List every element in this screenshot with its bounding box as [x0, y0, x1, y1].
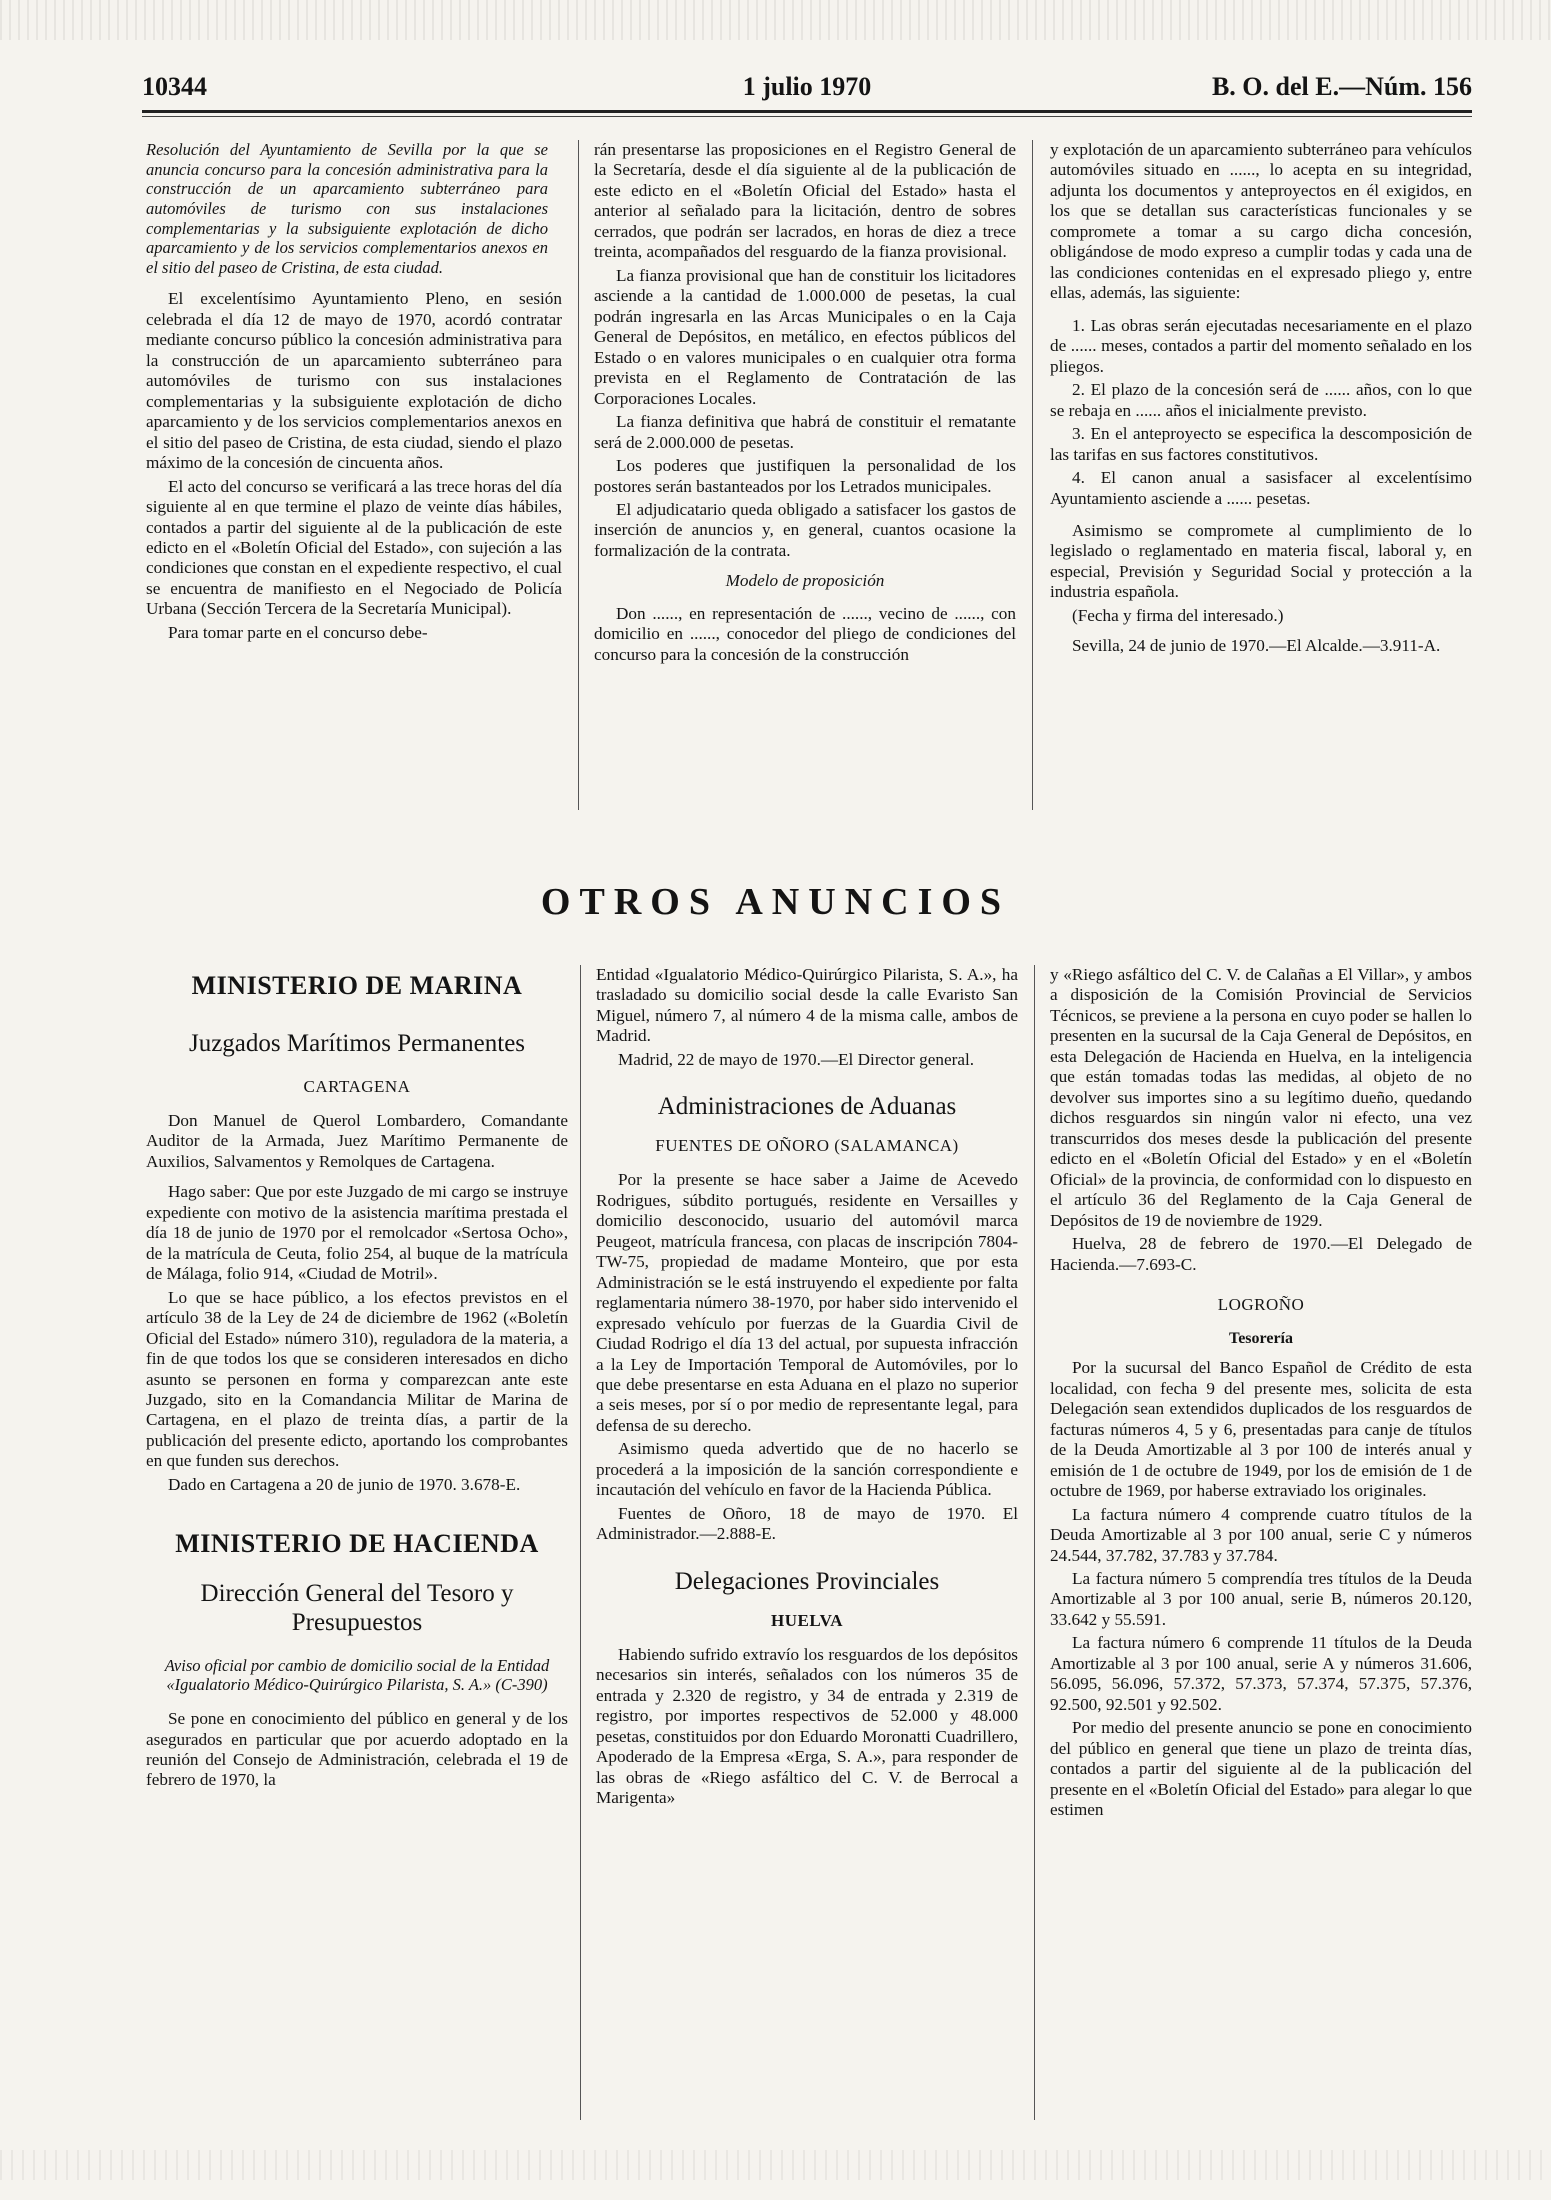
paragraph: 1. Las obras serán ejecutadas necesariamente en el plazo de ...... meses, contados a partir del momento señalado en los pliegos. — [1050, 315, 1472, 376]
paragraph: La fianza provisional que han de constituir los licitadores asciende a la cantidad de 1.000.000 de pesetas, la cual podrán ingresarla en las Arcas Municipales o en la Caja General de Depósitos, en metálico, en efectos públicos del Estado o en valores municipales o en cualquier otra forma prevista en el Reglamento de Contratación de las Corporaciones Locales. — [594, 265, 1016, 408]
bottom-column-1 — [146, 965, 568, 1794]
top-column-2 — [594, 140, 1016, 668]
page-header — [142, 72, 1472, 112]
bottom-column-3 — [1050, 965, 1472, 1824]
header-rule — [142, 110, 1472, 117]
aduanas-heading: Administraciones de Aduanas — [657, 1093, 957, 1121]
ministry-hacienda-heading: MINISTERIO DE HACIENDA — [175, 1529, 539, 1559]
top-column-1 — [146, 140, 562, 646]
paragraph: Don ......, en representación de ......, vecino de ......, con domicilio en ......, conocedor del pliego de condiciones del concurso para la concesión de la construcción — [594, 603, 1016, 664]
paragraph: La fianza definitiva que habrá de constituir el rematante será de 2.000.000 de pesetas. — [594, 412, 1016, 452]
bottom-column-2 — [596, 965, 1018, 1811]
paragraph: Entidad «Igualatorio Médico-Quirúrgico Pilarista, S. A.», ha trasladado su domicilio social desde la calle Evaristo San Miguel, número 7, al número 4 de la misma calle, ambos de Madrid. — [596, 965, 1018, 1046]
column-divider — [1034, 965, 1035, 2120]
paragraph: Para tomar parte en el concurso debe- — [168, 622, 428, 642]
paragraph: Por medio del presente anuncio se pone en conocimiento del público en general que tiene un plazo de treinta días, contados a partir del siguiente al de la publicación del presente en el «Boletín Oficial del Estado» para alegar lo que estimen — [1050, 1718, 1472, 1820]
paragraph: Dado en Cartagena a 20 de junio de 1970. 3.678-E. — [168, 1474, 521, 1494]
place-heading: CARTAGENA — [303, 1076, 411, 1096]
aviso-heading: Aviso oficial por cambio de domicilio social de la Entidad «Igualatorio Médico-Quirúrgico Pilarista, S. A.» (C-390) — [164, 1655, 550, 1695]
paragraph: 3. En el anteproyecto se especifica la descomposición de las tarifas en sus factores constitutivos. — [1050, 424, 1472, 464]
place-heading: FUENTES DE OÑORO (SALAMANCA) — [655, 1136, 959, 1156]
page-number: 10344 — [142, 72, 207, 101]
paragraph: El adjudicatario queda obligado a satisfacer los gastos de inserción de anuncios y, en general, cuantos ocasione la formalización de la contrata. — [594, 499, 1016, 560]
paragraph: rán presentarse las proposiciones en el Registro General de la Secretaría, desde el día siguiente al de la publicación de este edicto en el «Boletín Oficial del Estado» hasta el anterior al señalado para la licitación, dentro de sobres cerrados, que podrán ser lacrados, en horas de diez a trece treinta, acompañados del resguardo de la fianza provisional. — [594, 140, 1016, 262]
issue-date: 1 julio 1970 — [742, 72, 872, 101]
paragraph: Lo que se hace público, a los efectos previstos en el artículo 38 de la Ley de 24 de diciembre de 1962 («Boletín Oficial del Estado» número 310), reguladora de la materia, a fin de que todos los que se consideren interesados en dicho asunto se personen en forma y comparezcan ante este Juzgado, sito en la Comandancia Militar de Marina de Cartagena, en el plazo de treinta días, a partir de la publicación del presente edicto, aportando los comprobantes en que funden sus derechos. — [146, 1287, 568, 1471]
place-heading: HUELVA — [771, 1610, 843, 1630]
paragraph: Madrid, 22 de mayo de 1970.—El Director general. — [618, 1049, 975, 1069]
sevilla-resolution-title: Resolución del Ayuntamiento de Sevilla por la que se anuncia concurso para la concesión administrativa para la construcción de un aparcamiento subterráneo para automóviles de turismo con sus instalaciones complementarias y la subsiguiente explotación de dicho aparcamiento y de los servicios complementarios anexos en el sitio del paseo de Cristina, de esta ciudad. — [146, 140, 548, 277]
place-heading: LOGROÑO — [1217, 1295, 1305, 1315]
paragraph: El excelentísimo Ayuntamiento Pleno, en sesión celebrada el día 12 de mayo de 1970, acordó contratar mediante concurso público la concesión administrativa para la construcción de un aparcamiento subterráneo para automóviles de turismo con sus instalaciones complementarias y la subsiguiente explotación de dicho aparcamiento y de los servicios complementarios anexos en el sitio del paseo de Cristina, de esta ciudad, siendo el plazo máximo de la concesión de cincuenta años. — [146, 289, 562, 473]
paragraph: (Fecha y firma del interesado.) — [1072, 605, 1284, 625]
paragraph: Asimismo se compromete al cumplimiento de lo legislado o reglamentado en materia fiscal, laboral y, en especial, Previsión y Seguridad Social y protección a la industria española. — [1050, 520, 1472, 602]
scan-noise-top — [0, 0, 1551, 40]
paragraph: Don Manuel de Querol Lombardero, Comandante Auditor de la Armada, Juez Marítimo Permanente de Auxilios, Salvamentos y Remolques de Cartagena. — [146, 1110, 568, 1171]
direccion-heading: Dirección General del Tesoro y Presupuestos — [200, 1580, 514, 1637]
paragraph: La factura número 5 comprendía tres títulos de la Deuda Amortizable al 3 por 100 anual, serie B, números 20.120, 33.642 y 55.591. — [1050, 1568, 1472, 1629]
tesoreria-heading: Tesorería — [1229, 1330, 1293, 1348]
signature-line: Sevilla, 24 de junio de 1970.—El Alcalde.—3.911-A. — [1072, 636, 1441, 656]
paragraph: Por la presente se hace saber a Jaime de Acevedo Rodrigues, súbdito portugués, residente en Versailles y domicilio desconocido, usuario del automóvil marca Peugeot, matrícula francesa, con placas de inscripción 7804-TW-75, propiedad de madame Monteiro, que por esta Administración se le está instruyendo el expediente por falta reglamentaria número 38-1970, por haber sido intervenido el expresado vehículo por fuerzas de la Guardia Civil de Ciudad Rodrigo el día 13 del actual, por supuesta infracción a la Ley de Importación Temporal de Automóviles, por lo que debe presentarse en esta Aduana en el plazo no superior a seis meses, por sí o por medio de representante legal, para defensa de su derecho. — [596, 1170, 1018, 1435]
paragraph: El acto del concurso se verificará a las trece horas del día siguiente al en que termine el plazo de veinte días hábiles, contados a partir del siguiente al de la publicación de este edicto en el «Boletín Oficial del Estado», con sujeción a las condiciones que constan en el expediente respectivo, el cual se encuentra de manifiesto en el Negociado de Policía Urbana (Sección Tercera de la Secretaría Municipal). — [146, 476, 562, 619]
paragraph: y explotación de un aparcamiento subterráneo para vehículos automóviles situado en ......, lo acepta en su integridad, adjunta los documentos y anteproyectos en él exigidos, en los que se detallan sus características funcionales y se compromete a tomar a su cargo dicha concesión, obligándose de modo expreso a cumplir todas y cada una de las condiciones contenidas en el expresado pliego y, entre ellas, además, las siguiente: — [1050, 140, 1472, 303]
column-divider — [1032, 140, 1033, 810]
paragraph: y «Riego asfáltico del C. V. de Calañas a El Villar», y ambos a disposición de la Comisión Provincial de Servicios Técnicos, se previene a la persona en cuyo poder se hallen lo presenten en la sucursal de la Caja General de Depósitos, en esta Delegación de Hacienda en Huelva, en la inteligencia que están tomadas todas las medidas, al objeto de no devolver sus importes sino a su legítimo dueño, quedando dichos resguardos sin ningún valor ni efecto, una vez transcurridos dos meses desde la publicación del presente edicto en el «Boletín Oficial del Estado» y en el «Boletín Oficial» de la provincia, de conformidad con lo dispuesto en el artículo 36 del Reglamento de la Caja General de Depósitos de 19 de noviembre de 1929. — [1050, 965, 1472, 1230]
paragraph: Por la sucursal del Banco Español de Crédito de esta localidad, con fecha 9 del presente mes, solicita de esta Delegación sean extendidos duplicados de los resguardos de facturas números 4, 5 y 6, presentadas para canje de títulos de la Deuda Amortizable al 3 por 100 de interés anual y emisión de 1 de octubre de 1949, por los de emisión de 1 de octubre de 1969, por haberse extraviado los originales. — [1050, 1358, 1472, 1501]
paragraph: Asimismo queda advertido que de no hacerlo se procederá a la imposición de la sanción correspondiente e incautación del vehículo en favor de la Hacienda Pública. — [596, 1439, 1018, 1500]
paragraph: Fuentes de Oñoro, 18 de mayo de 1970. El Administrador.—2.888-E. — [596, 1503, 1018, 1544]
paragraph: La factura número 6 comprende 11 títulos de la Deuda Amortizable al 3 por 100 anual, serie A y números 31.606, 56.095, 56.096, 57.372, 57.373, 57.374, 57.375, 57.376, 92.500, 92.501 y 92.502. — [1050, 1633, 1472, 1714]
juzgados-heading: Juzgados Marítimos Permanentes — [188, 1029, 526, 1057]
delegaciones-heading: Delegaciones Provinciales — [674, 1567, 940, 1595]
paragraph: Huelva, 28 de febrero de 1970.—El Delegado de Hacienda.—7.693-C. — [1050, 1234, 1472, 1274]
paragraph: Habiendo sufrido extravío los resguardos de los depósitos necesarios sin interés, señalados con los números 35 de entrada y 2.320 de registro, y 34 de entrada y 2.319 de registro, por importes respectivos de 52.000 y 48.000 pesetas, constituidos por don Eduardo Moronatti Cuadrillero, Apoderado de la Empresa «Erga, S. A.», para responder de las obras de «Riego asfáltico del C. V. de Berrocal a Marigenta» — [596, 1644, 1018, 1807]
paragraph: 2. El plazo de la concesión será de ...... años, con lo que se rebaja en ...... años el inicialmente previsto. — [1050, 380, 1472, 420]
paragraph: La factura número 4 comprende cuatro títulos de la Deuda Amortizable al 3 por 100 anual, serie C y números 24.544, 37.782, 37.783 y 37.784. — [1050, 1504, 1472, 1565]
column-divider — [580, 965, 581, 2120]
column-divider — [578, 140, 579, 810]
otros-anuncios-heading: OTROS ANUNCIOS — [540, 881, 1011, 923]
scan-noise-bottom — [0, 2150, 1551, 2180]
paragraph: Los poderes que justifiquen la personalidad de los postores serán bastanteados por los Letrados municipales. — [594, 456, 1016, 496]
ministry-marina-heading: MINISTERIO DE MARINA — [191, 971, 523, 1000]
model-heading: Modelo de proposición — [725, 571, 885, 591]
paragraph: Se pone en conocimiento del público en general y de los asegurados en particular que por acuerdo adoptado en la reunión del Consejo de Administración, celebrada el 19 de febrero de 1970, la — [146, 1709, 568, 1790]
paragraph: 4. El canon anual a sasisfacer al excelentísimo Ayuntamiento asciende a ...... pesetas. — [1050, 468, 1472, 508]
bulletin-number: B. O. del E.—Núm. 156 — [1211, 72, 1472, 101]
paragraph: Hago saber: Que por este Juzgado de mi cargo se instruye expediente con motivo de la asistencia marítima prestada el día 18 de junio de 1970 por el remolcador «Sertosa Ocho», de la matrícula de Ceuta, folio 254, al buque de la matrícula de Málaga, folio 914, «Ciudad de Motril». — [146, 1182, 568, 1284]
top-column-3 — [1050, 140, 1472, 660]
